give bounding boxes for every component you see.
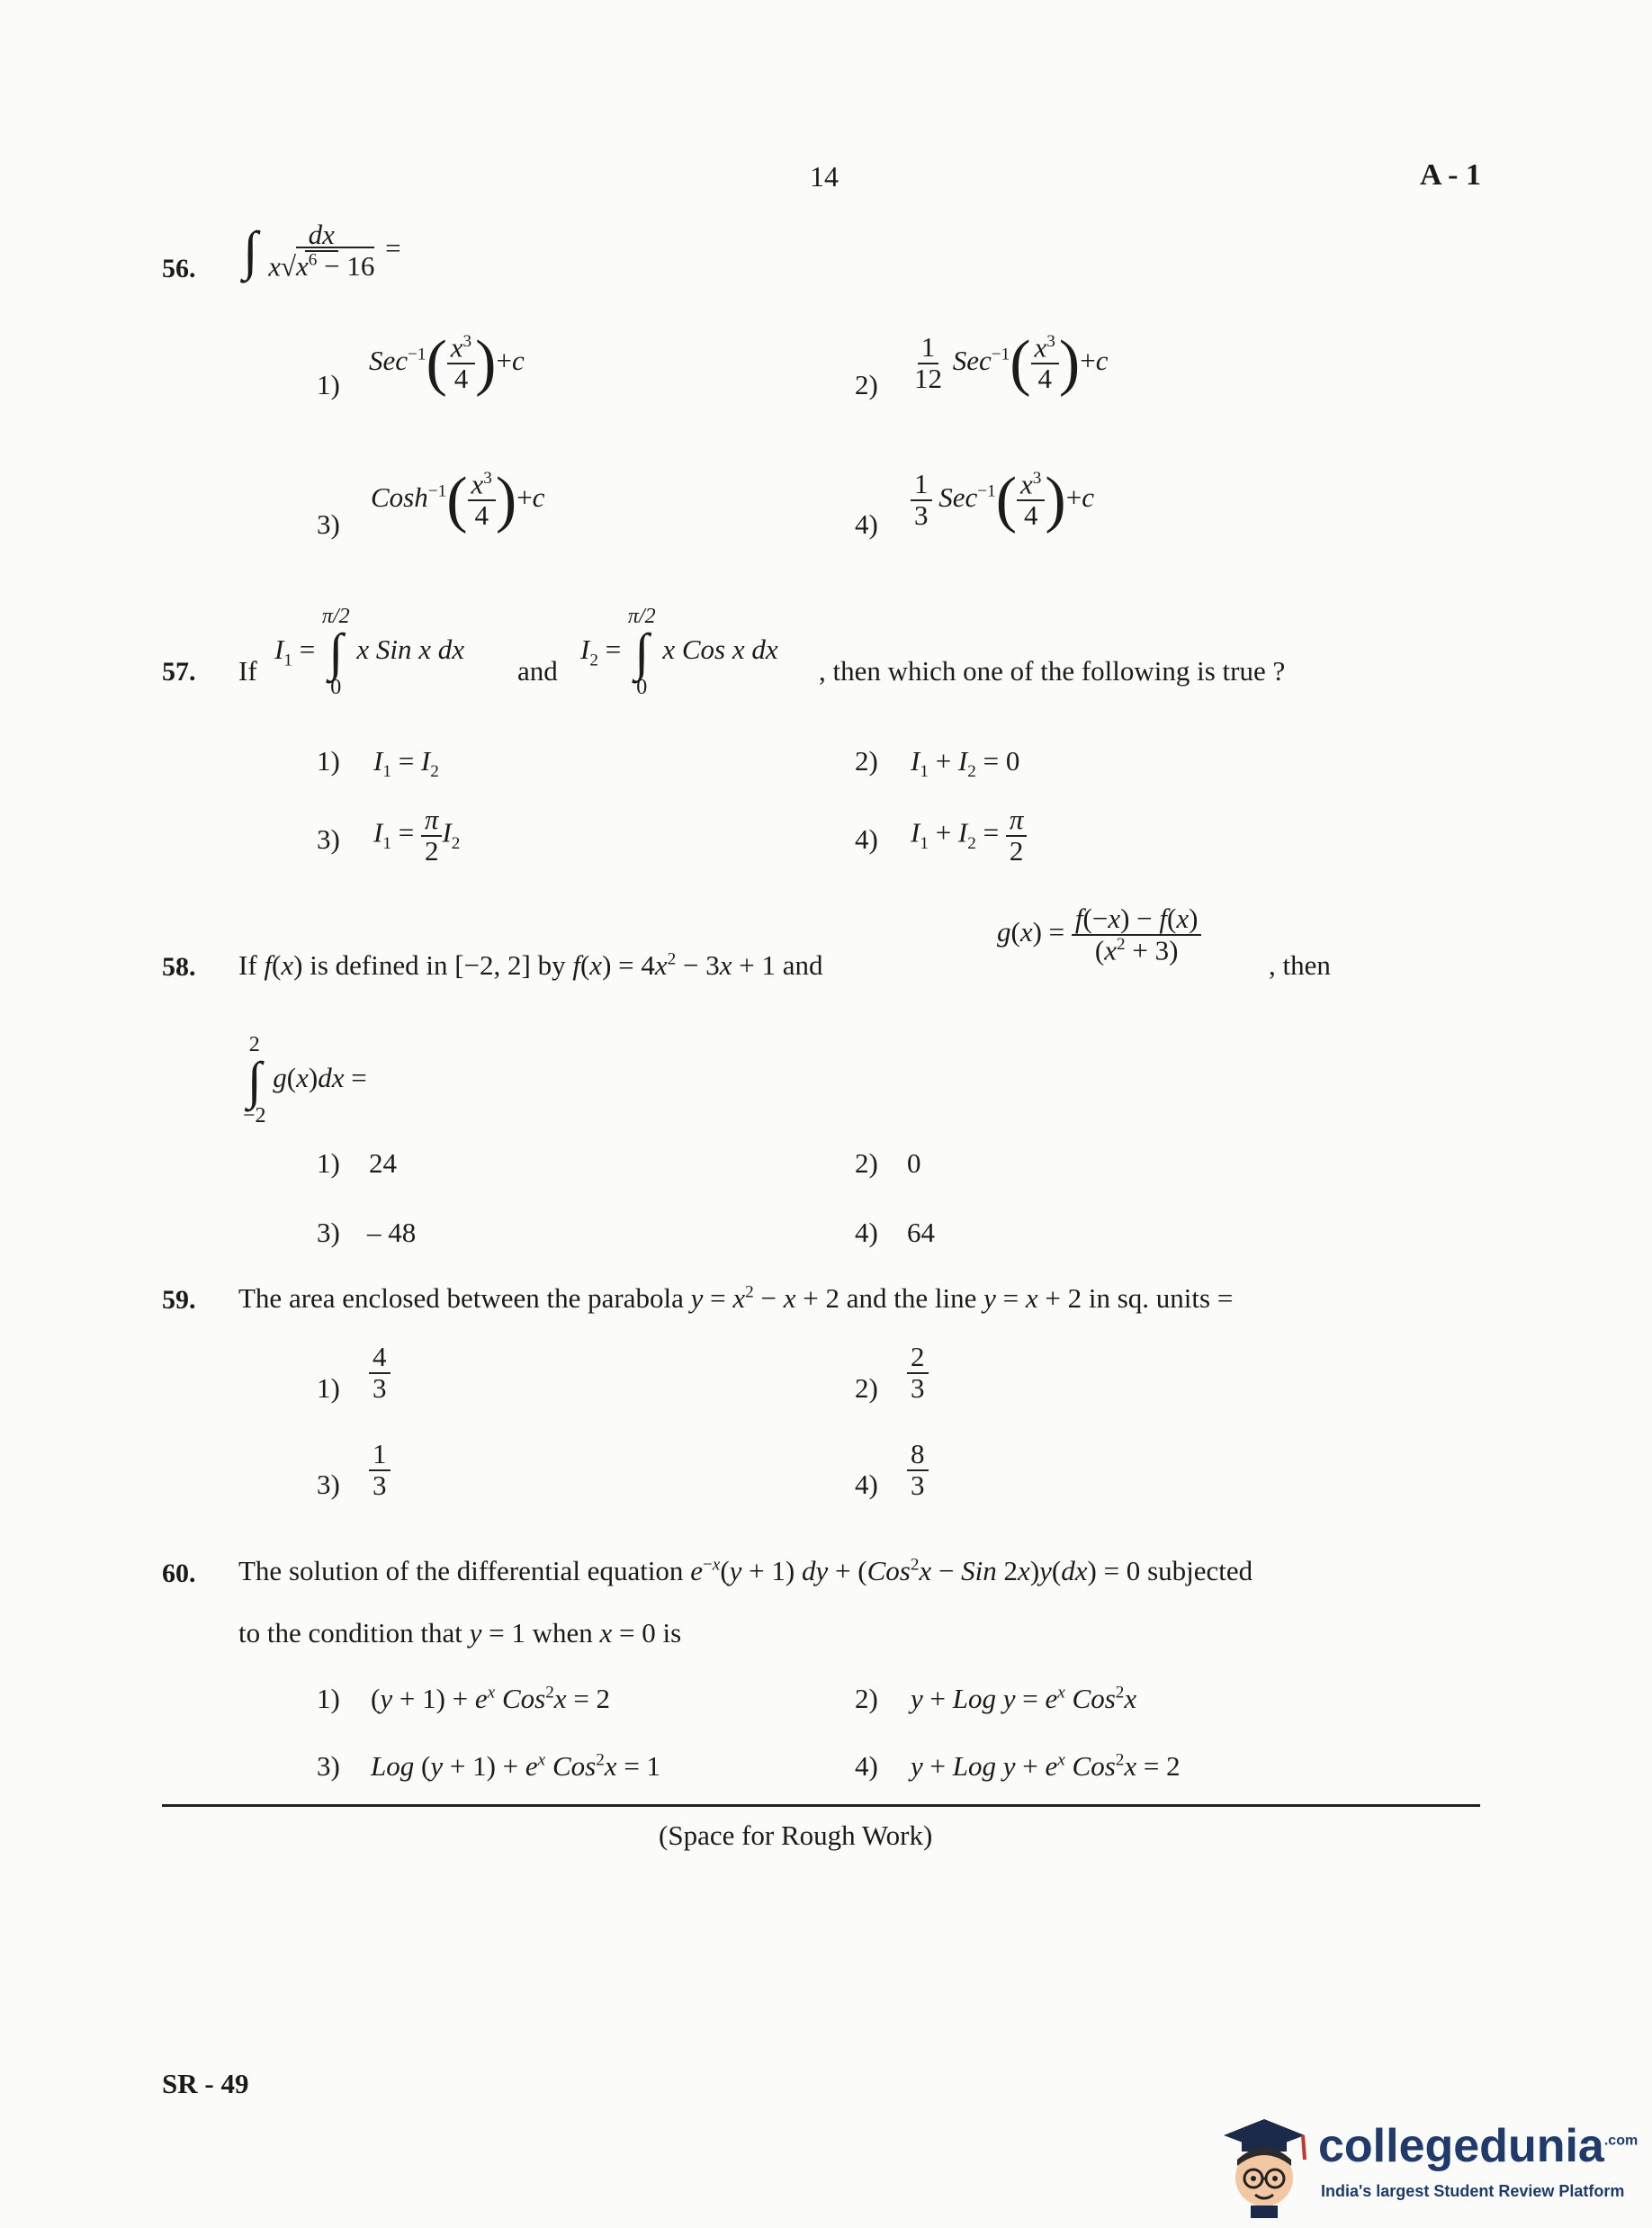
q60-line-2: to the condition that y = 1 when x = 0 is: [238, 1617, 682, 1649]
q56-integral: ∫ $\frac{dx}{x√x^6 - 16}$ =: [243, 219, 401, 282]
q60-option-4: y + Log $y + e^x$ Cos$^2$x = 2: [911, 1750, 1181, 1782]
q60-option-4-label: 4): [855, 1750, 878, 1782]
question-number-57: 57.: [162, 657, 196, 687]
q56-option-4-num: 1: [911, 470, 932, 501]
q57-option-1: $I_1 = I_2$: [373, 745, 439, 782]
q60-option-3: Log $(y + 1) + e^x$ Cos$^2$x = 1: [371, 1750, 661, 1782]
logo-name: collegedunia: [1318, 2120, 1604, 2172]
q56-option-1: Sec$^{-1}$( $\frac{x^3}{4}$ )+c: [369, 328, 525, 399]
q57-tail: , then which one of the following is true ?: [819, 655, 1286, 687]
logo-suffix: .com: [1603, 2133, 1639, 2149]
q60-option-1: $(y + 1) + e^x$ Cos$^2$x = 2: [371, 1683, 611, 1714]
q57-option-4-label: 4): [855, 823, 878, 855]
collegedunia-logo: [1215, 2110, 1639, 2218]
q58-integral: 2 ∫ −2 g(x)dx =: [243, 1033, 367, 1128]
q56-option-4-fn: Sec: [938, 481, 978, 513]
q56-option-4-den: 3: [914, 499, 929, 531]
q57-option-3-label: 3): [317, 823, 340, 855]
q59-option-4-label: 4): [855, 1469, 878, 1500]
q56-option-3-label: 3): [317, 508, 340, 540]
q56-option-4: $\frac{1}{3}$ Sec$^{-1}$( $\frac{x^3}{4}$ )+c: [911, 470, 1094, 530]
q57-integral-1: $I_1$ = π/2 ∫ 0 x Sin x dx: [274, 605, 465, 700]
q58-tail: , then: [1269, 949, 1331, 981]
q59-option-2-label: 2): [855, 1372, 878, 1404]
q60-line-1: The solution of the differential equation $e^{-x}(y + 1)$ dy + (Cos$^2$x − Sin 2x)y(dx) = 0 subjected: [238, 1555, 1253, 1586]
q60-option-3-label: 3): [317, 1750, 340, 1782]
q56-equals: =: [385, 231, 401, 264]
paper-code: A - 1: [1420, 158, 1481, 192]
q56-option-2-label: 2): [855, 369, 878, 400]
q58-option-1-label: 1): [317, 1147, 340, 1179]
q59-option-1-label: 1): [317, 1372, 340, 1404]
question-number-60: 60.: [162, 1559, 196, 1588]
q56-option-2-fn: Sec: [952, 344, 992, 376]
page-number: 14: [810, 160, 839, 193]
q56-option-2: $\frac{1}{12}$ Sec$^{-1}$( $\frac{x^3}{4}$ )+c: [911, 333, 1108, 393]
q58-option-4-value: 64: [907, 1217, 935, 1248]
q59-option-4: $\frac{8}{3}$: [907, 1440, 929, 1500]
logo-tagline: India's largest Student Review Platform: [1321, 2182, 1625, 2200]
q57-option-2-label: 2): [855, 745, 878, 777]
q57-option-2: $I_1 + I_2 = 0$: [911, 745, 1020, 782]
q58-option-3-value: – 48: [367, 1217, 417, 1248]
q60-option-2-label: 2): [855, 1683, 878, 1714]
q57-integral-2: $I_2$ = π/2 ∫ 0 x Cos x dx: [580, 605, 778, 700]
q58-line-1: If f(x) is defined in [−2, 2] by $f(x) = 4x^2 - 3x + 1$ and: [238, 949, 823, 981]
q57-if: If: [238, 655, 257, 687]
q58-option-4-label: 4): [855, 1217, 878, 1248]
q60-option-2: y + Log $y = e^x$ Cos$^2$x: [911, 1683, 1137, 1714]
q59-text: The area enclosed between the parabola $y = x^2 - x + 2$ and the line y = x + 2 in sq. units =: [238, 1282, 1234, 1314]
q57-and: and: [517, 655, 558, 687]
q58-option-1-value: 24: [369, 1147, 397, 1179]
question-number-56: 56.: [162, 254, 196, 283]
q57-option-3: $I_1$ = $\frac{\pi}{2}$ $I_2$: [373, 804, 461, 867]
q56-option-2-num: 1: [918, 333, 939, 364]
q59-option-3-label: 3): [317, 1469, 340, 1500]
mascot-icon: [1215, 2110, 1314, 2218]
q58-option-2-label: 2): [855, 1147, 878, 1179]
q59-option-1: $\frac{4}{3}$: [369, 1343, 391, 1403]
q59-option-3: $\frac{1}{3}$: [369, 1440, 391, 1500]
rough-work-label: (Space for Rough Work): [659, 1819, 933, 1851]
q58-option-2-value: 0: [907, 1147, 921, 1179]
question-number-58: 58.: [162, 952, 196, 982]
q58-option-3-label: 3): [317, 1217, 340, 1248]
q56-option-2-den: 12: [914, 362, 942, 394]
q56-option-3: Cosh$^{-1}$( $\frac{x^3}{4}$ )+c: [371, 465, 545, 535]
q59-option-2: $\frac{2}{3}$: [907, 1343, 929, 1403]
q56-option-1-fn: Sec: [369, 344, 409, 376]
q56-option-1-label: 1): [317, 369, 340, 400]
q57-option-1-label: 1): [317, 745, 340, 777]
question-number-59: 59.: [162, 1285, 196, 1315]
q57-option-4: $I_1 + I_2$ = $\frac{\pi}{2}$: [911, 805, 1027, 866]
q60-option-1-label: 1): [317, 1683, 340, 1714]
divider-rule: [162, 1804, 1480, 1807]
q56-option-4-label: 4): [855, 508, 878, 540]
q58-g-definition: g(x) = $\frac{f(-x) - f(x)}{(x^2 + 3)}$: [997, 904, 1201, 965]
q56-option-3-fn: Cosh: [371, 481, 428, 513]
footer-code: SR - 49: [162, 2068, 249, 2099]
